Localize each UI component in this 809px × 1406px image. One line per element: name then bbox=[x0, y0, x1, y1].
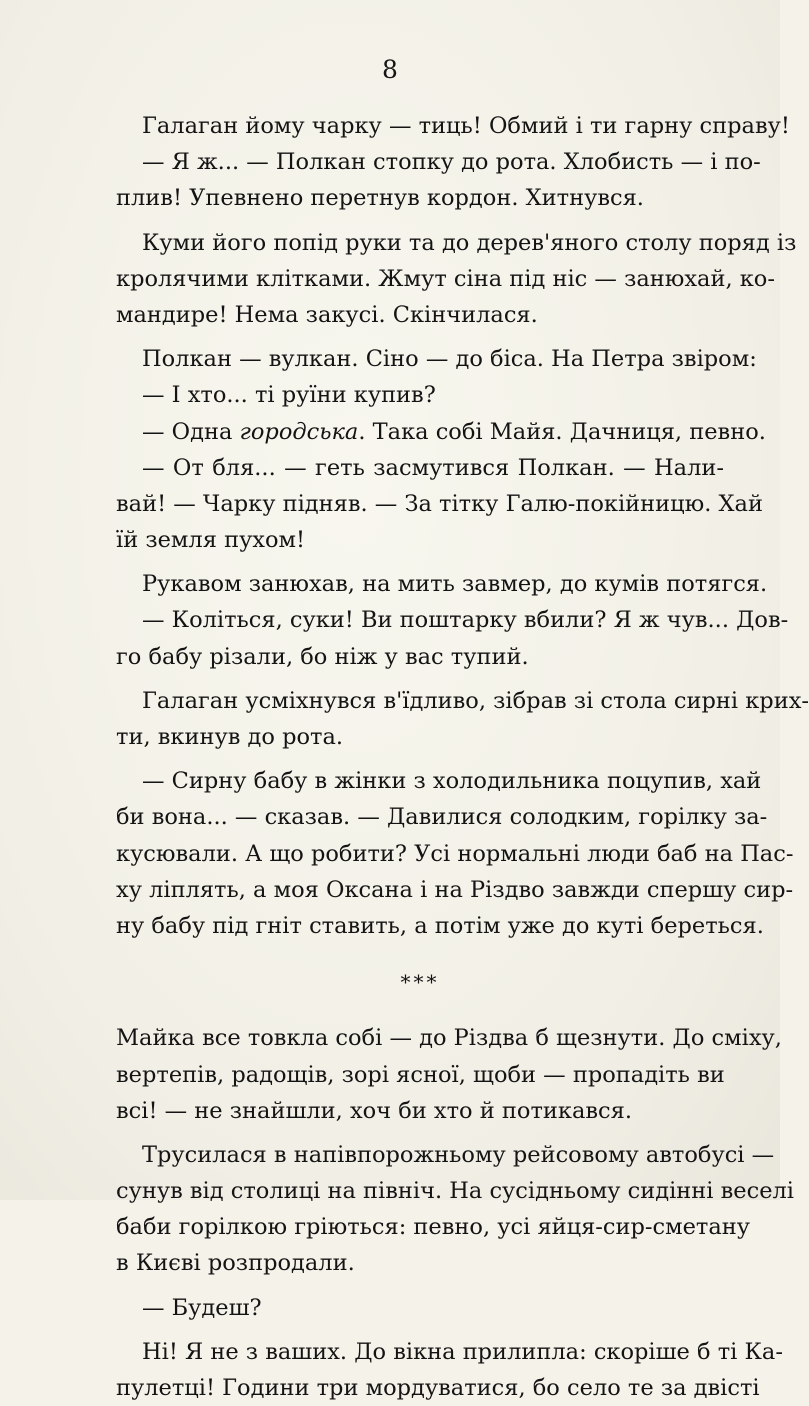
text-line: — Сирну бабу в жінки з холодильника поцупив, хай bbox=[142, 768, 762, 795]
text-line: в Києві розпродали. bbox=[116, 1250, 355, 1277]
text-line: — Будеш? bbox=[142, 1294, 262, 1321]
text-line: го бабу різали, бо ніж у вас тупий. bbox=[116, 643, 529, 670]
page-number: 8 bbox=[382, 55, 398, 84]
paragraph-gap bbox=[116, 1129, 724, 1137]
text-line: Полкан — вулкан. Сіно — до біса. На Петра звіром: bbox=[142, 346, 757, 373]
text-block-2 bbox=[116, 1020, 794, 1406]
text-line: Куми його попід руки та до дерев'яного столу поряд із bbox=[142, 229, 797, 256]
paragraph-gap bbox=[116, 755, 724, 763]
text-line: Трусилася в напівпорожньому рейсовому автобусі — bbox=[142, 1141, 775, 1168]
text-line: кусювали. А що робити? Усі нормальні люди баб на Пас- bbox=[116, 840, 794, 867]
paragraph-gap bbox=[116, 333, 724, 341]
text-line: їй земля пухом! bbox=[116, 527, 306, 554]
text-line: ну бабу під гніт ставить, а потім уже до куті береться. bbox=[116, 912, 764, 939]
text-line: — Одна городська. Така собі Майя. Дачниця, певно. bbox=[142, 418, 766, 445]
paragraph-gap bbox=[116, 1326, 724, 1334]
text-line: сунув від столиці на північ. На сусідньому сидінні веселі bbox=[116, 1178, 794, 1205]
text-line: баби горілкою гріються: певно, усі яйця-сир-сметану bbox=[116, 1214, 751, 1241]
paragraph-gap bbox=[116, 558, 724, 566]
text-line: Ні! Я не з ваших. До вікна прилипла: скоріше б ті Ка- bbox=[142, 1338, 783, 1365]
text-line: — Я ж... — Полкан стопку до рота. Хлобисть — і по- bbox=[142, 149, 761, 176]
text-line: плив! Упевнено перетнув кордон. Хитнувся. bbox=[116, 185, 644, 212]
italic-word: городська bbox=[239, 418, 359, 445]
body-text bbox=[116, 108, 809, 1406]
text-line: — Коліться, суки! Ви поштарку вбили? Я ж чув... Дов- bbox=[142, 607, 789, 634]
text-line: всі! — не знайшли, хоч би хто й потикався. bbox=[116, 1097, 632, 1124]
text-line: Рукавом занюхав, на мить завмер, до кумів потягся. bbox=[142, 571, 768, 598]
text-line: мандире! Нема закусі. Скінчилася. bbox=[116, 301, 538, 328]
text-line: Галаган усміхнувся в'їдливо, зібрав зі стола сирні крих- bbox=[142, 687, 809, 714]
text-line: вертепів, радощів, зорі ясної, щоби — пропадіть ви bbox=[116, 1061, 725, 1088]
text-line: би вона... — сказав. — Давилися солодким, горілку за- bbox=[116, 804, 768, 831]
text-line: кролячими клітками. Жмут сіна під ніс — занюхай, ко- bbox=[116, 265, 775, 292]
text-line: Майка все товкла собі — до Різдва б щезнути. До сміху, bbox=[116, 1025, 782, 1052]
paragraph-gap bbox=[116, 1282, 724, 1290]
paragraph-gap bbox=[116, 217, 724, 225]
text-line: пулетці! Години три мордуватися, бо село те за двісті bbox=[116, 1375, 760, 1401]
paragraph-gap bbox=[116, 675, 724, 683]
text-line: ти, вкинув до рота. bbox=[116, 724, 344, 750]
text-line: — І хто... ті руїни купив? bbox=[142, 382, 436, 409]
text-line: вай! — Чарку підняв. — За тітку Галю-покійницю. Хай bbox=[116, 490, 763, 517]
text-block-1 bbox=[116, 108, 809, 944]
section-separator: *** bbox=[400, 970, 440, 995]
text-line: — От бля... — геть засмутився Полкан. — Нали- bbox=[142, 454, 724, 481]
text-line: Галаган йому чарку — тиць! Обмий і ти гарну справу! bbox=[142, 113, 790, 139]
text-line: ху ліплять, а моя Оксана і на Різдво завжди спершу сир- bbox=[116, 876, 794, 903]
